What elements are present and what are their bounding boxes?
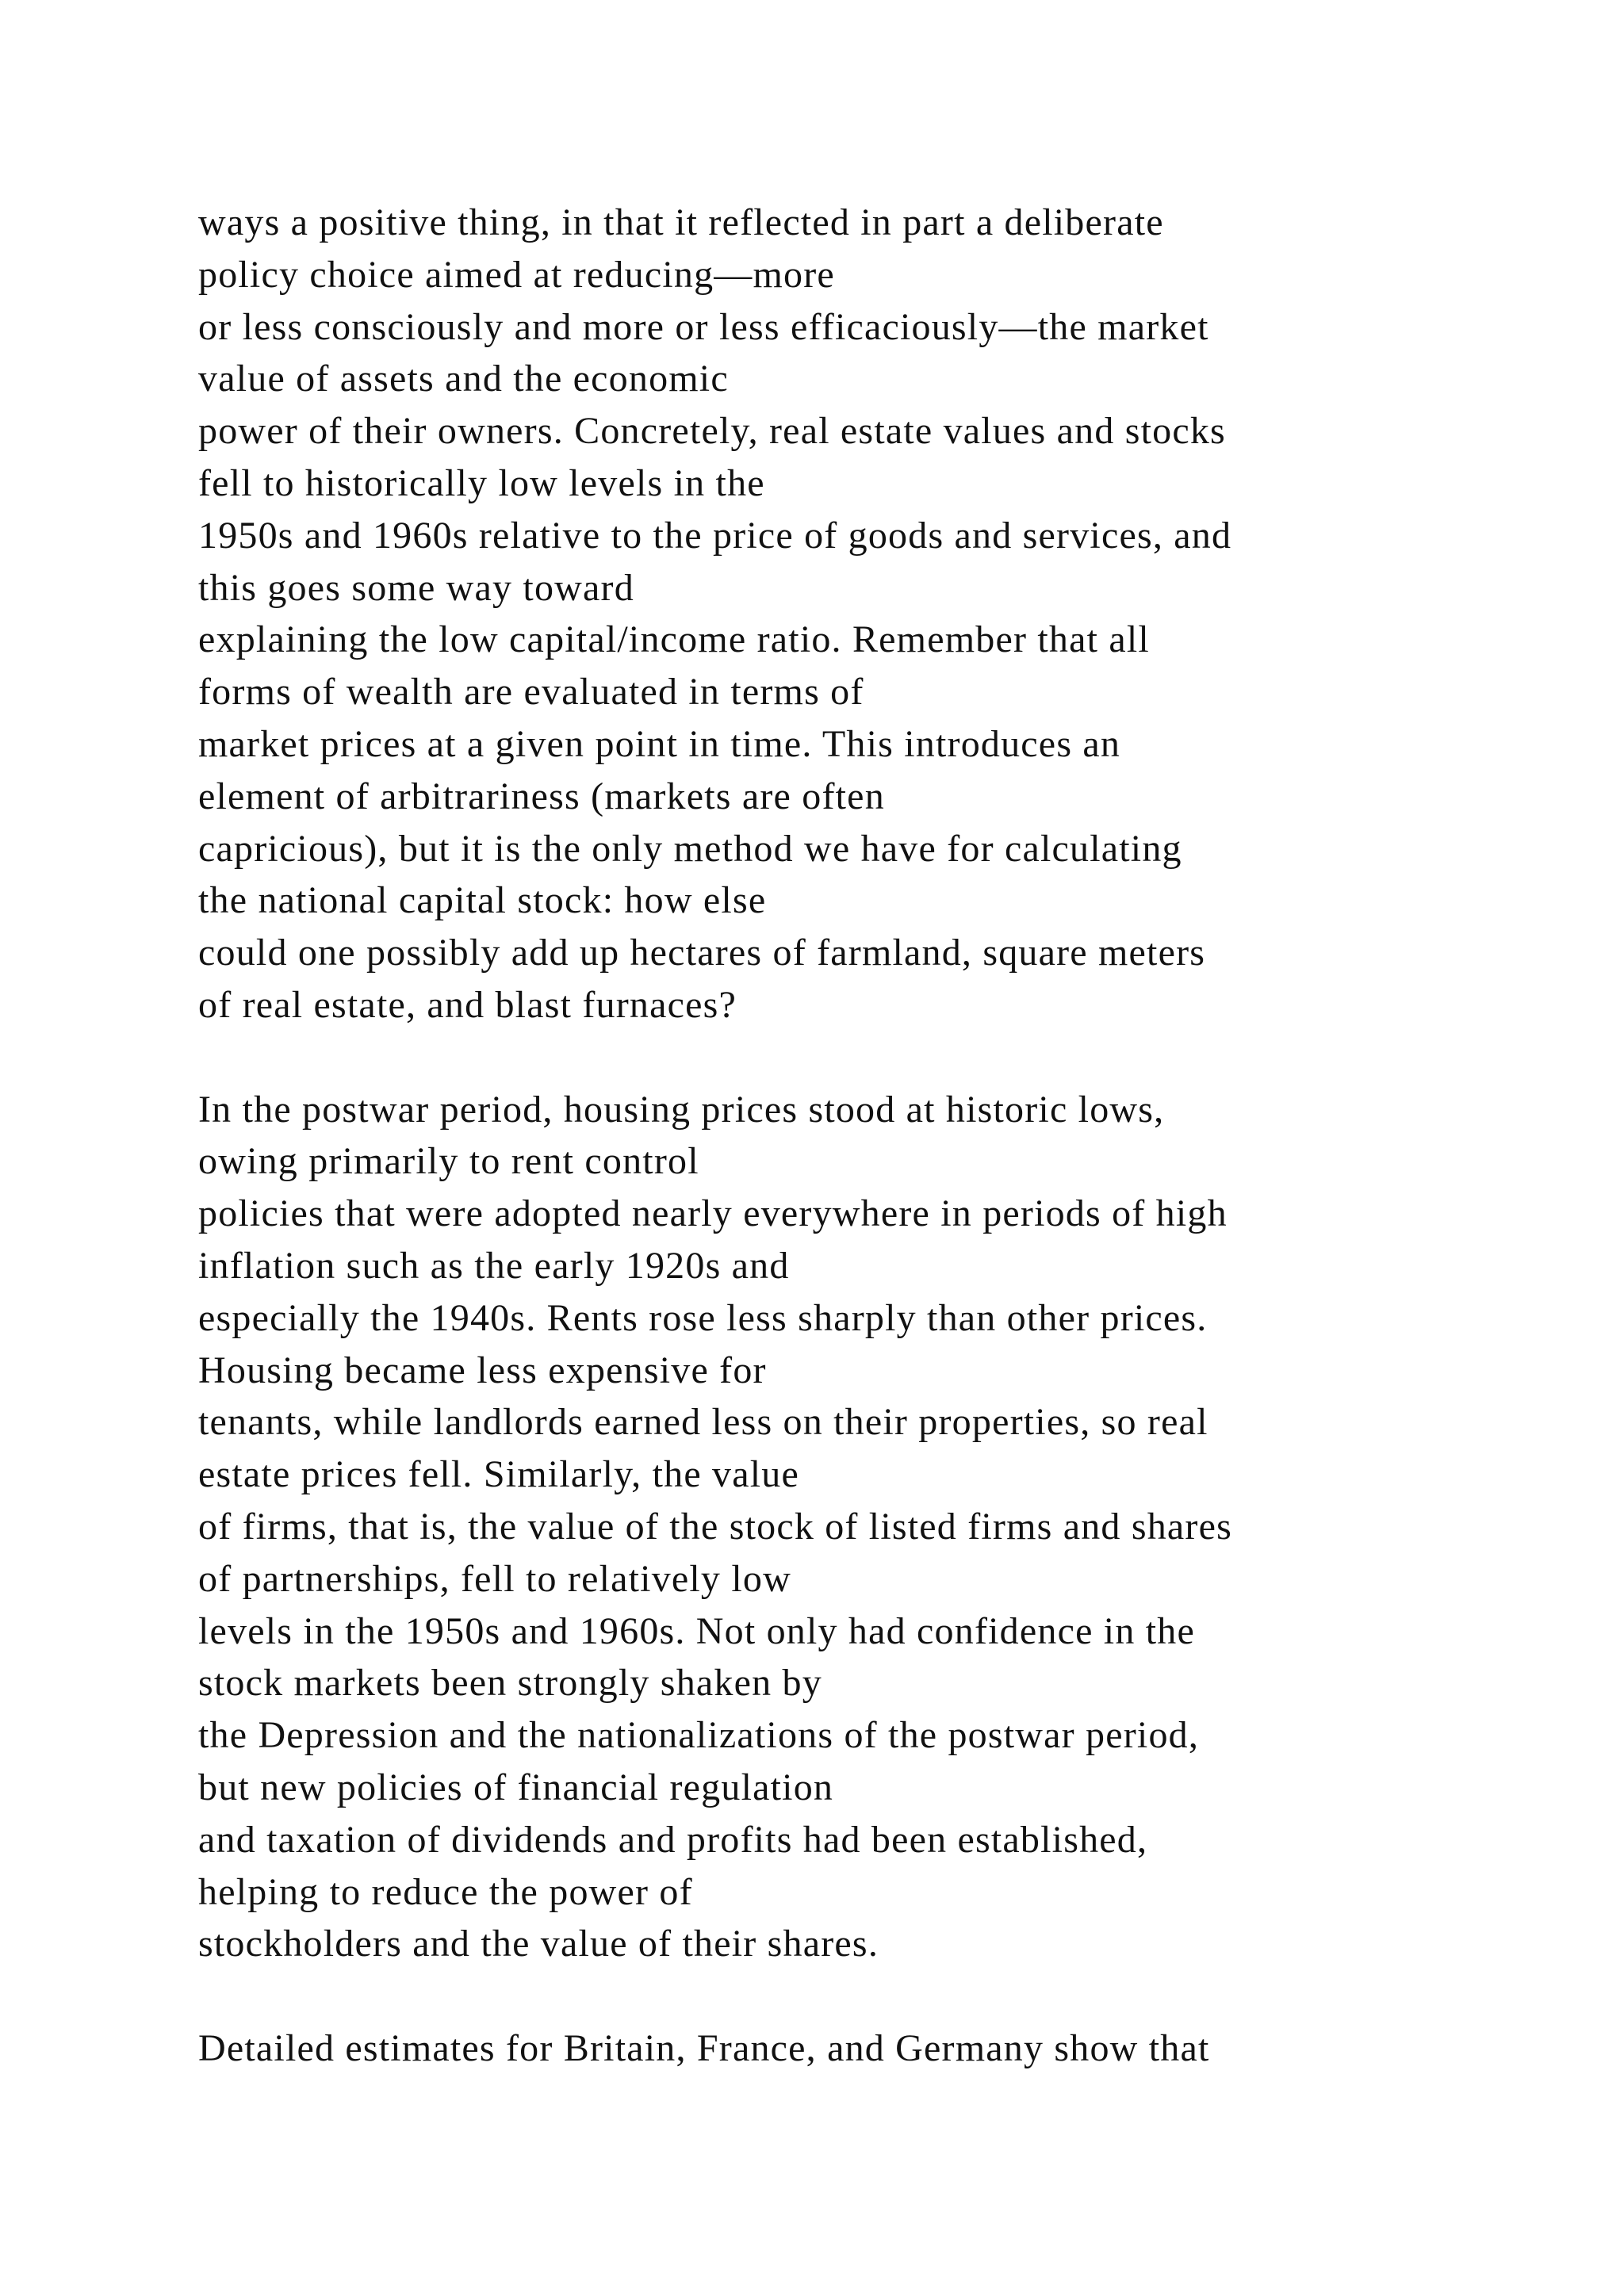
text-line: but new policies of financial regulation	[198, 1766, 834, 1808]
text-line: Detailed estimates for Britain, France, and Germany show that	[198, 2026, 1210, 2069]
paragraph-2	[198, 1084, 1594, 1971]
text-line: of partnerships, fell to relatively low	[198, 1557, 791, 1600]
text-line: In the postwar period, housing prices stood at historic lows,	[198, 1088, 1165, 1131]
text-line: stock markets been strongly shaken by	[198, 1662, 822, 1705]
text-line: explaining the low capital/income ratio. Remember that all	[198, 618, 1150, 661]
text-line: the national capital stock: how else	[198, 879, 767, 922]
text-line: policies that were adopted nearly everywhere in periods of high	[198, 1192, 1228, 1235]
text-line: and taxation of dividends and profits had been established,	[198, 1818, 1148, 1861]
text-line: of firms, that is, the value of the stock of listed firms and shares	[198, 1505, 1232, 1548]
text-line: estate prices fell. Similarly, the value	[198, 1453, 799, 1496]
text-line: Housing became less expensive for	[198, 1349, 767, 1391]
text-line: owing primarily to rent control	[198, 1140, 699, 1183]
text-line: market prices at a given point in time. This introduces an	[198, 722, 1121, 765]
text-line: especially the 1940s. Rents rose less sharply than other prices.	[198, 1296, 1208, 1339]
text-line: levels in the 1950s and 1960s. Not only had confidence in the	[198, 1609, 1195, 1652]
text-line: this goes some way toward	[198, 566, 634, 609]
text-line: value of assets and the economic	[198, 358, 729, 400]
text-line: the Depression and the nationalizations of the postwar period,	[198, 1714, 1200, 1757]
text-line: stockholders and the value of their shares.	[198, 1923, 879, 1965]
text-line: policy choice aimed at reducing—more	[198, 253, 835, 296]
text-line: inflation such as the early 1920s and	[198, 1244, 790, 1287]
text-line: forms of wealth are evaluated in terms of	[198, 671, 864, 714]
text-line: power of their owners. Concretely, real estate values and stocks	[198, 410, 1226, 453]
text-line: of real estate, and blast furnaces?	[198, 983, 737, 1026]
paragraph-1	[198, 197, 1594, 1031]
text-line: tenants, while landlords earned less on their properties, so real	[198, 1401, 1208, 1444]
text-line: helping to reduce the power of	[198, 1870, 693, 1913]
text-line: element of arbitrariness (markets are often	[198, 775, 885, 817]
text-line: could one possibly add up hectares of farmland, square meters	[198, 932, 1206, 974]
text-line: capricious), but it is the only method we have for calculating	[198, 827, 1182, 870]
paragraph-3	[198, 2022, 1594, 2075]
text-line: or less consciously and more or less efficaciously—the market	[198, 305, 1209, 348]
text-line: 1950s and 1960s relative to the price of goods and services, and	[198, 514, 1232, 557]
text-line: ways a positive thing, in that it reflected in part a deliberate	[198, 201, 1164, 243]
text-line: fell to historically low levels in the	[198, 461, 765, 504]
document-body	[198, 197, 1594, 2075]
